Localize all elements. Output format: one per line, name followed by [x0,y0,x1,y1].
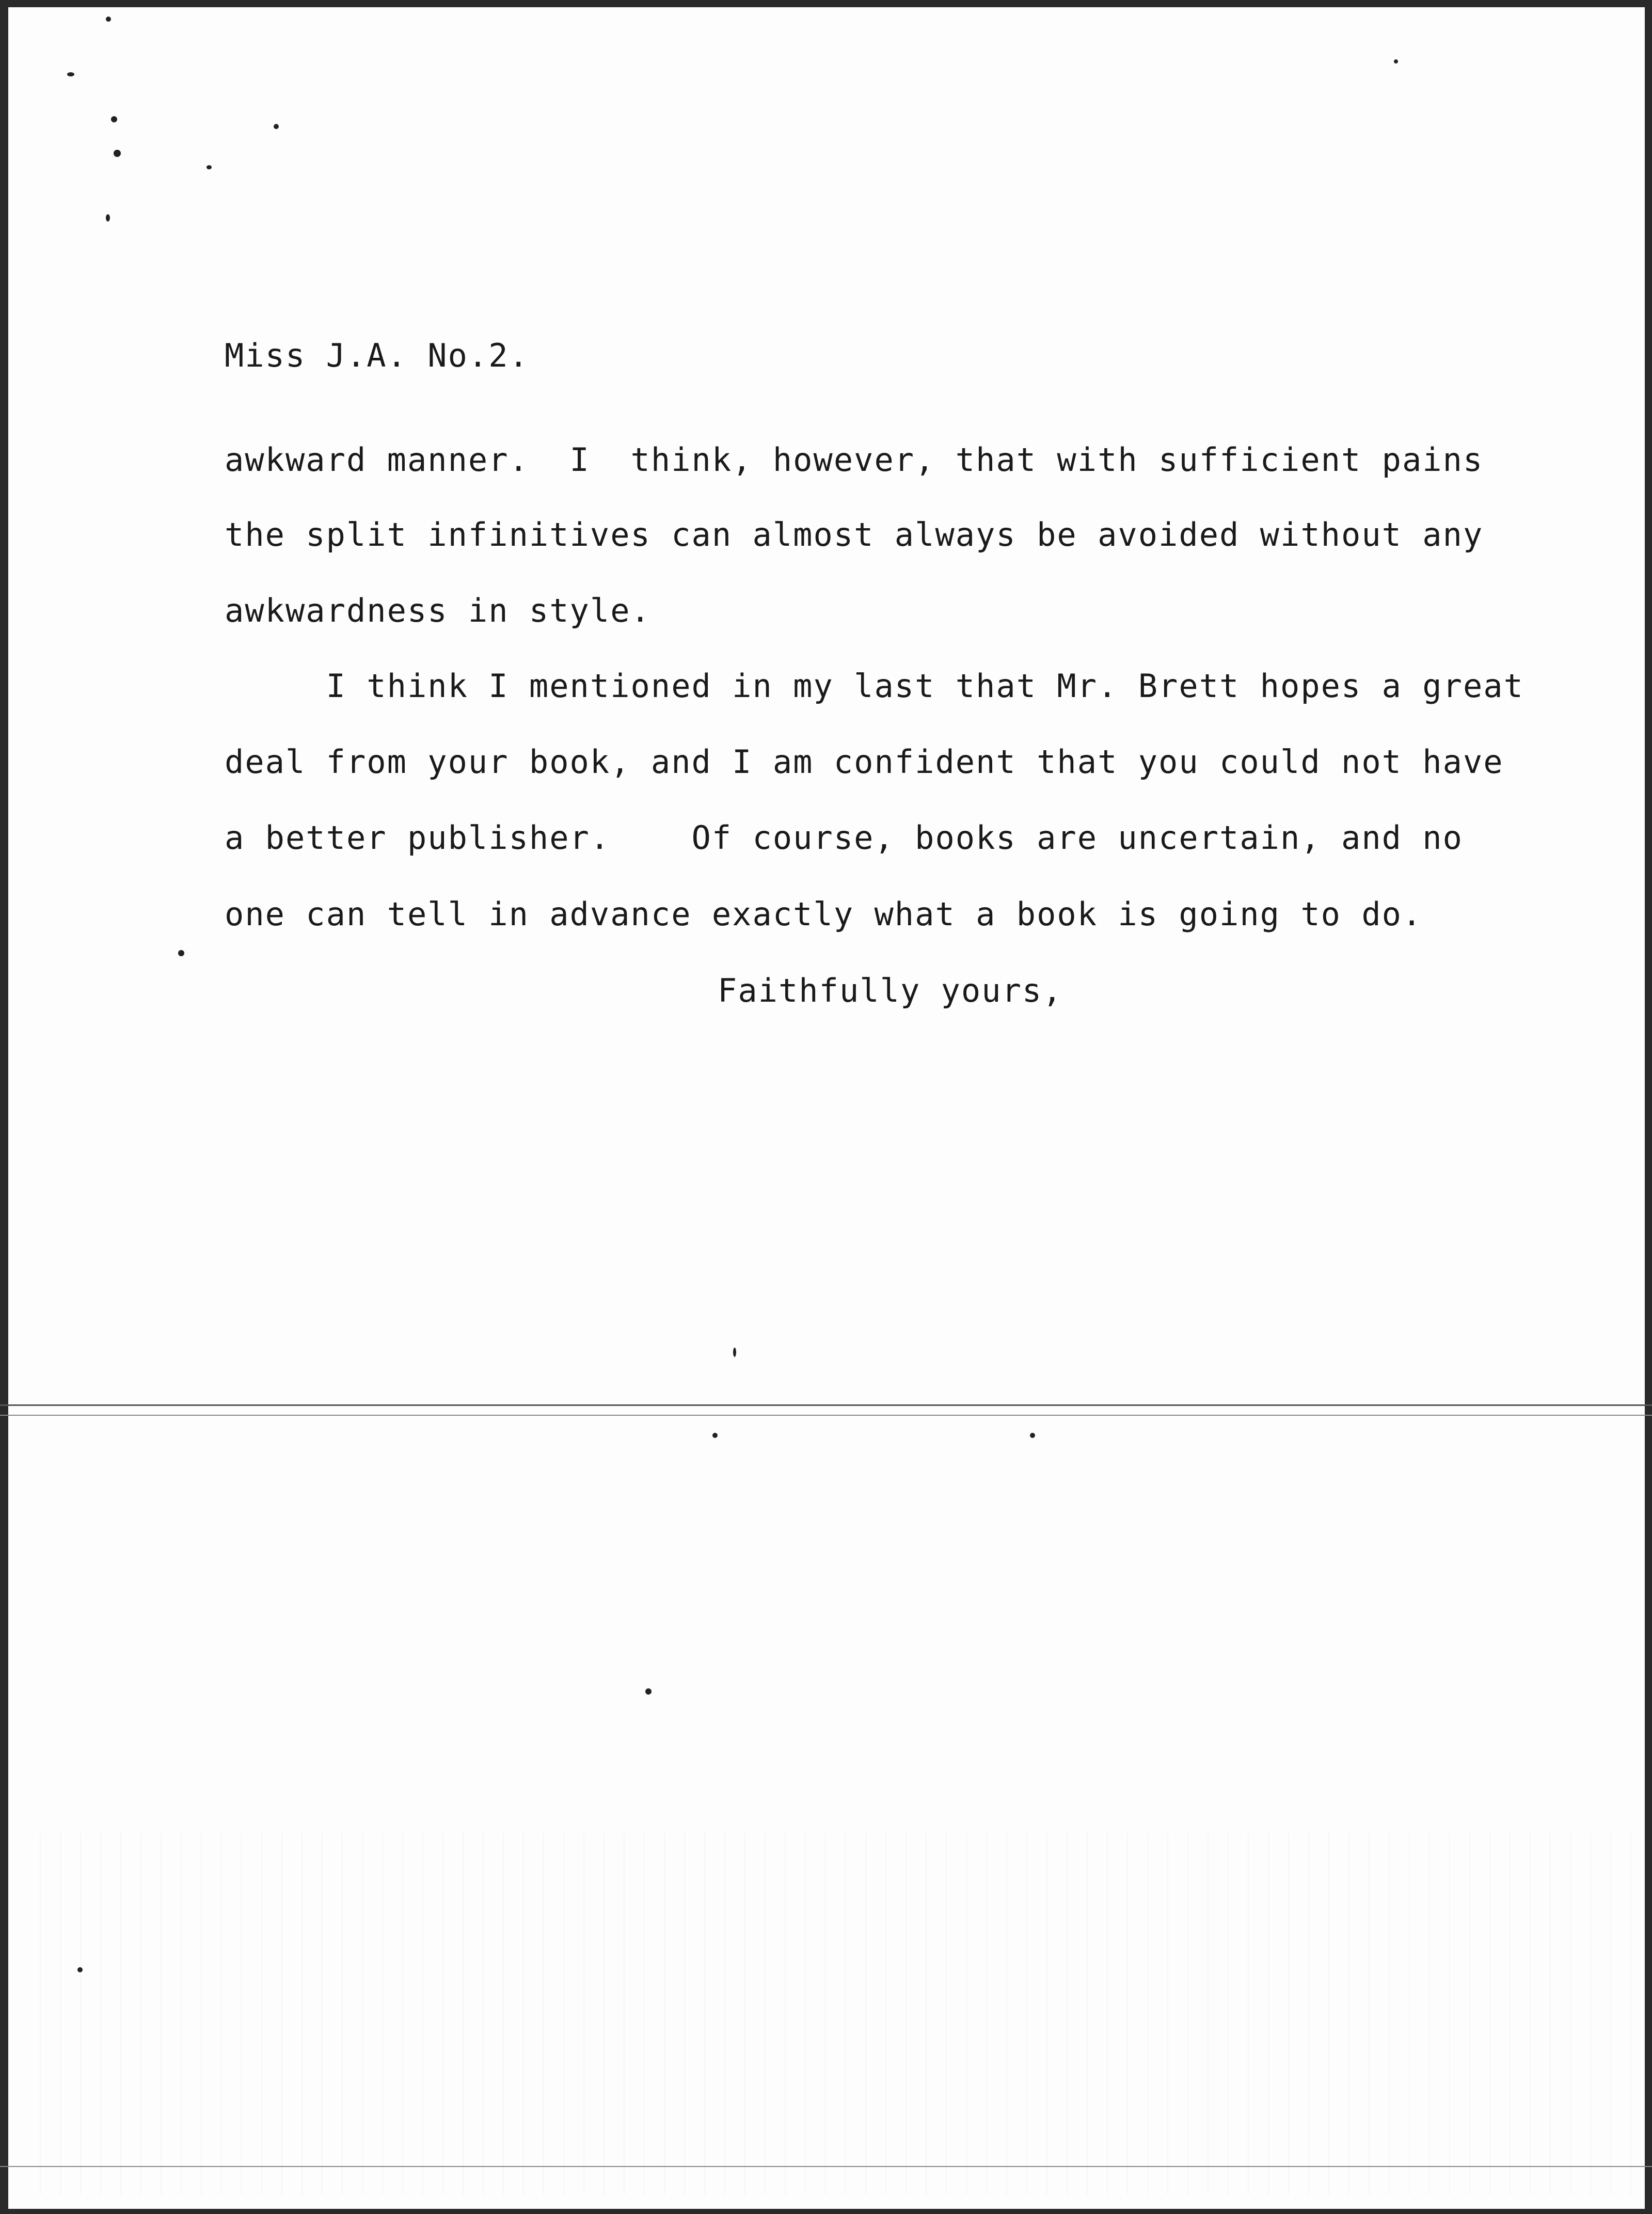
fold-line-secondary [0,1415,1652,1416]
speck [111,116,117,122]
speck [712,1433,718,1438]
speck [645,1688,652,1695]
speck [1030,1433,1035,1438]
speck [67,72,74,76]
paragraph2-line-1: I think I mentioned in my last that Mr. Brett hopes a great [225,667,1524,705]
speck [77,1967,83,1972]
scan-border-bottom [0,2209,1652,2214]
speck [274,124,279,129]
scan-border-right [1645,0,1652,2214]
paragraph2-line-3: a better publisher. Of course, books are uncertain, and no [225,819,1463,857]
speck [106,214,110,222]
scan-streaks [21,1833,1631,2194]
speck [206,165,212,169]
speck [106,17,111,22]
letter-header: Miss J.A. No.2. [225,337,529,374]
paragraph2-line-2: deal from your book, and I am confident that you could not have [225,743,1504,781]
body-line-2: the split infinitives can almost always be avoided without any [225,516,1484,554]
speck [114,150,121,157]
scan-border-left [0,0,8,2214]
speck [1394,59,1398,64]
scan-border-top [0,0,1652,7]
body-line-3: awkwardness in style. [225,592,651,629]
speck [178,950,184,956]
speck [733,1348,736,1357]
closing-salutation: Faithfully yours, [718,972,1063,1009]
paragraph2-line-4: one can tell in advance exactly what a book is going to do. [225,895,1423,933]
body-line-1: awkward manner. I think, however, that with sufficient pains [225,441,1484,479]
fold-line [0,1404,1652,1406]
